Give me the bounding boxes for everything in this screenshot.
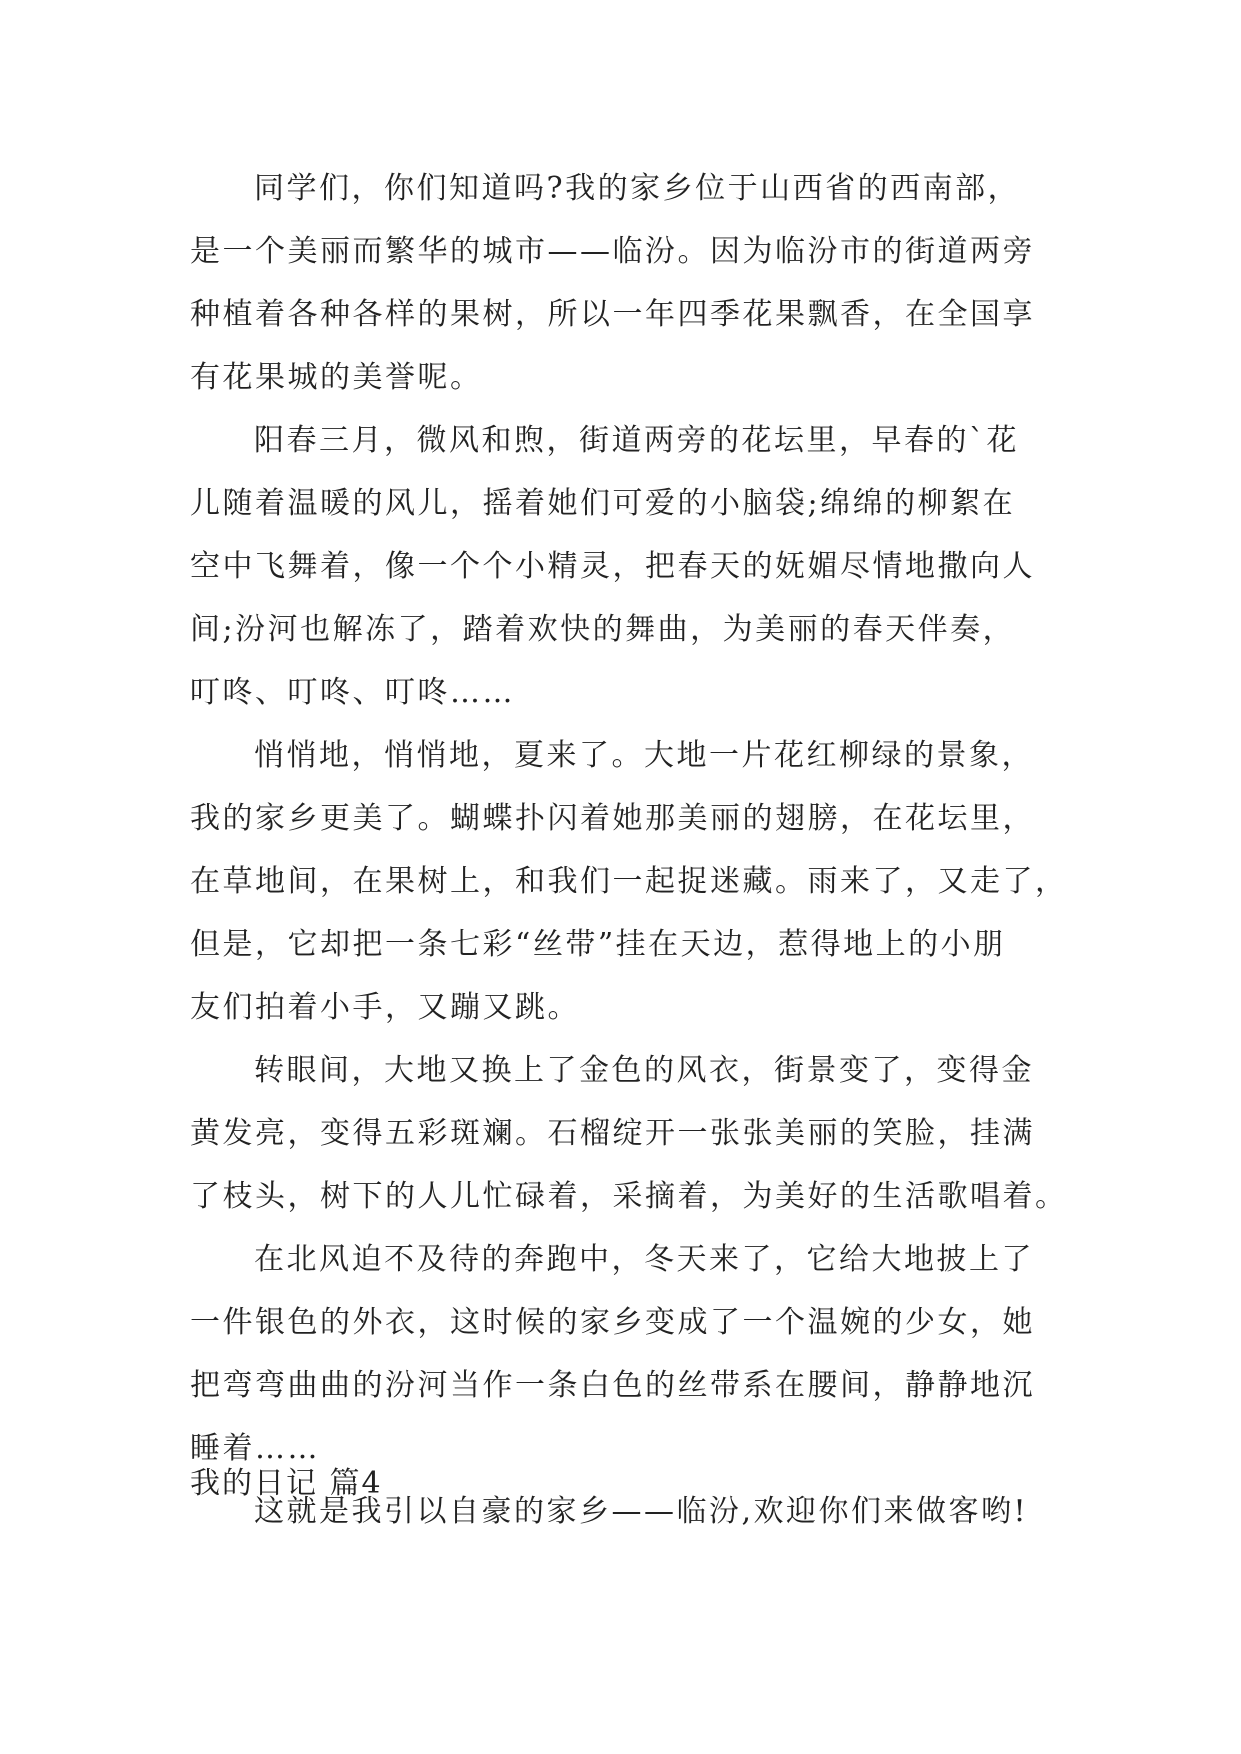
text-line: 黄发亮，变得五彩斑斓。石榴绽开一张张美丽的笑脸，挂满 [190,1116,1035,1151]
paragraph-5 [190,1228,1066,1480]
text-line: 睡着…… [190,1431,320,1466]
paragraph-4 [190,1039,1066,1228]
paragraph-2 [190,409,1066,724]
text-line: 空中飞舞着，像一个个小精灵，把春天的妩媚尽情地撒向人 [190,549,1035,584]
text-line: 间;汾河也解冻了，踏着欢快的舞曲，为美丽的春天伴奏， [190,612,1016,647]
text-line: 是一个美丽而繁华的城市——临汾。因为临汾市的街道两旁 [190,234,1035,269]
text-line: 但是，它却把一条七彩“丝带”挂在天边，惹得地上的小朋 [190,927,1006,962]
text-line: 转眼间，大地又换上了金色的风衣，街景变了，变得金 [254,1053,1034,1088]
text-line: 我的家乡更美了。蝴蝶扑闪着她那美丽的翅膀，在花坛里， [190,801,1035,836]
text-line: 一件银色的外衣，这时候的家乡变成了一个温婉的少女，她 [190,1305,1035,1340]
paragraph-3 [190,724,1066,1039]
text-line: 有花果城的美誉呢。 [190,360,483,395]
text-line: 在草地间，在果树上，和我们一起捉迷藏。雨来了，又走了， [190,864,1068,899]
text-line: 了枝头，树下的人儿忙碌着，采摘着，为美好的生活歌唱着。 [190,1179,1068,1214]
text-line: 儿随着温暖的风儿，摇着她们可爱的小脑袋;绵绵的柳絮在 [190,486,1016,521]
text-line: 悄悄地，悄悄地，夏来了。大地一片花红柳绿的景象， [254,738,1034,773]
section-heading: 我的日记 篇4 [190,1466,383,1501]
text-line: 阳春三月，微风和煦，街道两旁的花坛里，早春的`花 [254,423,1019,458]
text-line: 同学们，你们知道吗?我的家乡位于山西省的西南部， [254,171,1021,206]
article-body [190,157,1066,1543]
text-line: 把弯弯曲曲的汾河当作一条白色的丝带系在腰间，静静地沉 [190,1368,1035,1403]
text-line: 叮咚、叮咚、叮咚…… [190,675,515,710]
paragraph-1 [190,157,1066,409]
text-line: 在北风迫不及待的奔跑中，冬天来了，它给大地披上了 [254,1242,1034,1277]
text-line: 这就是我引以自豪的家乡——临汾,欢迎你们来做客哟! [254,1494,1029,1529]
text-line: 种植着各种各样的果树，所以一年四季花果飘香，在全国享 [190,297,1035,332]
text-line: 友们拍着小手，又蹦又跳。 [190,990,580,1025]
